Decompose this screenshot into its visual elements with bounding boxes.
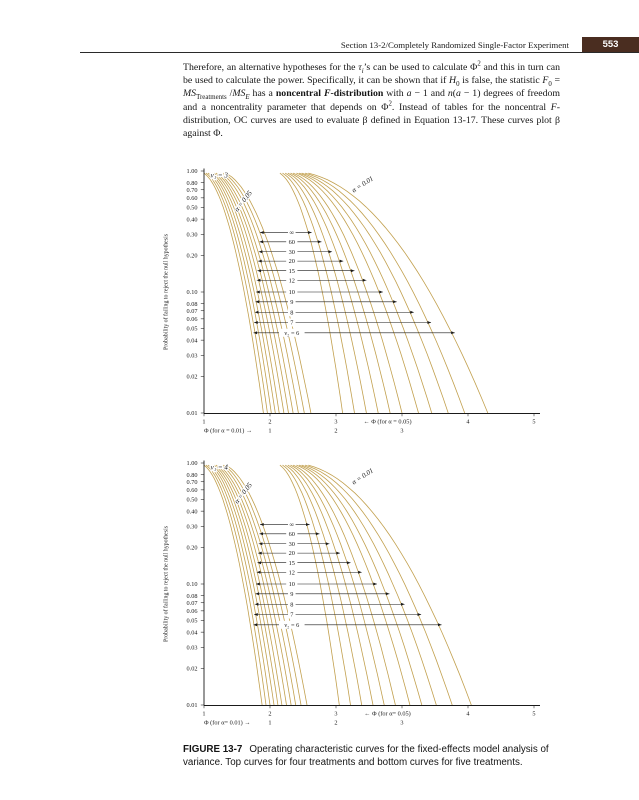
oc-curve-v2-20 (288, 465, 373, 705)
body-paragraph: Therefore, an alternative hypotheses for the $\tau_i’s$ can be used to calculate $\Phi^2$ and this in turn can be used to calculate the power. Specifically, it can be shown that if $H_0$ is false, the statistic $F_0 = MS_{Treatments}$ $/MS_E$ has a noncentral F-distribution with a − 1 and n(a − 1) degrees of freedom and a noncentrality parameter that depends on $\Phi^2$. Instead of tables for the noncentral F-distribution, OC curves are used to evaluate β defined in Equation 13-17. These curves plot β against Φ. (183, 60, 561, 140)
phi-001-scale-label: Φ (for α= 0.01) → (204, 719, 251, 727)
v2-arrow-label: 10 (288, 581, 295, 589)
svg-text:0.02: 0.02 (186, 665, 198, 673)
svg-text:0.06: 0.06 (186, 607, 198, 615)
alpha-label: α = 0.05 (232, 189, 254, 214)
svg-text:0.07: 0.07 (186, 307, 198, 315)
svg-text:0.60: 0.60 (186, 194, 198, 202)
section-header: Section 13-2/Completely Randomized Single-Factor Experiment (340, 40, 569, 50)
svg-text:1: 1 (202, 710, 206, 718)
figure-label: FIGURE 13-7 (183, 744, 243, 755)
v2-arrow-label: 12 (288, 569, 295, 577)
svg-text:5: 5 (532, 710, 536, 718)
oc-curve-v2-9 (299, 173, 432, 413)
svg-text:0.80: 0.80 (186, 471, 198, 479)
tick-marks (201, 463, 534, 708)
svg-text:0.40: 0.40 (186, 508, 198, 516)
v2-arrow-label: 15 (288, 267, 295, 275)
phi-005-scale-label: ← Φ (for α= 0.05) (364, 710, 411, 718)
v2-arrow-label: 15 (288, 559, 295, 567)
svg-text:0.04: 0.04 (186, 337, 198, 345)
v2-arrow-label: 30 (288, 248, 295, 256)
svg-text:0.30: 0.30 (186, 523, 198, 531)
svg-text:0.05: 0.05 (186, 617, 198, 625)
svg-text:0.05: 0.05 (186, 325, 198, 333)
svg-text:2: 2 (334, 427, 338, 435)
oc-curve-v2-7 (305, 173, 465, 413)
y-axis-title: Probability of failing to reject the null hypothesis (163, 234, 170, 350)
phi-001-scale-label: Φ (for α = 0.01) → (204, 427, 253, 435)
v2-arrow-label: 60 (288, 238, 295, 246)
phi-005-scale-label: ← Φ (for α = 0.05) (363, 418, 412, 426)
v2-arrow-label: ∞ (289, 521, 295, 529)
page-number-tab: 553 (582, 37, 639, 52)
oc-chart-canvas (156, 163, 556, 441)
v2-arrow-label: 9 (290, 590, 294, 598)
v2-arrow-label: 9 (290, 298, 294, 306)
svg-text:0.70: 0.70 (186, 186, 198, 194)
svg-text:0.70: 0.70 (186, 478, 198, 486)
figure-13-7 (156, 163, 561, 769)
svg-text:2: 2 (268, 710, 272, 718)
oc-curve-v2-10 (296, 173, 418, 413)
svg-text:3: 3 (334, 710, 338, 718)
svg-text:0.10: 0.10 (186, 289, 198, 297)
svg-text:1: 1 (202, 418, 206, 426)
svg-text:4: 4 (466, 418, 470, 426)
oc-chart-bottom (156, 455, 556, 733)
figure-caption (183, 743, 561, 769)
svg-text:0.50: 0.50 (186, 204, 198, 212)
oc-curve-v2-6 (308, 465, 471, 705)
svg-text:0.60: 0.60 (186, 486, 198, 494)
v2-arrow-label: 8 (290, 309, 294, 317)
running-head (0, 37, 639, 52)
v2-arrow-label: 7 (290, 319, 294, 327)
oc-curve-v2-12 (293, 465, 395, 705)
oc-curve-v2-9 (299, 465, 422, 705)
svg-text:0.08: 0.08 (186, 592, 198, 600)
header-rule (80, 52, 639, 53)
y-axis-title: Probability of failing to reject the null hypothesis (163, 526, 170, 642)
v2-arrow-label: 30 (288, 540, 295, 548)
v2-arrow-label: ν₂ = 6 (284, 621, 300, 629)
oc-curves (204, 465, 471, 705)
v2-arrow-label: 10 (288, 289, 295, 297)
v2-arrow-label: 7 (290, 611, 294, 619)
svg-text:0.10: 0.10 (186, 581, 198, 589)
oc-curve-v2-8 (221, 465, 296, 705)
v2-arrow-label: ν₂ = 6 (284, 329, 300, 337)
oc-chart-canvas (156, 455, 556, 733)
svg-text:0.04: 0.04 (186, 629, 198, 637)
svg-text:3: 3 (334, 418, 338, 426)
svg-text:0.07: 0.07 (186, 599, 198, 607)
alpha-label: α = 0.01 (350, 466, 375, 487)
svg-text:1: 1 (268, 427, 272, 435)
v2-arrow-label: ∞ (289, 229, 295, 237)
svg-text:0.50: 0.50 (186, 496, 198, 504)
axes (204, 169, 540, 414)
v2-arrow-label: 60 (288, 530, 295, 538)
svg-text:0.03: 0.03 (186, 644, 198, 652)
oc-curve-v2-20 (288, 173, 378, 413)
svg-text:0.40: 0.40 (186, 216, 198, 224)
v1-label: ν₁ = 4 (210, 463, 228, 472)
svg-text:0.02: 0.02 (186, 373, 198, 381)
v2-arrow-label: 12 (288, 277, 295, 285)
v2-arrow-label: 20 (288, 258, 295, 266)
v2-arrow-label: 8 (290, 601, 294, 609)
figure-caption-text: Operating characteristic curves for the fixed-effects model analysis of variance. Top curves for four treatments and bottom curves for five treatments. (183, 744, 549, 768)
svg-text:0.01: 0.01 (186, 410, 198, 418)
svg-text:0.20: 0.20 (186, 252, 198, 260)
svg-text:2: 2 (334, 719, 338, 727)
svg-text:0.01: 0.01 (186, 702, 198, 710)
v2-arrow-label: 20 (288, 550, 295, 558)
svg-text:3: 3 (400, 719, 404, 727)
svg-text:1.00: 1.00 (186, 168, 198, 176)
alpha-label: α = 0.05 (232, 481, 254, 506)
oc-curves (204, 173, 488, 413)
svg-text:3: 3 (400, 427, 404, 435)
svg-text:0.03: 0.03 (186, 352, 198, 360)
svg-text:0.06: 0.06 (186, 315, 198, 323)
oc-curve-v2-6 (308, 173, 488, 413)
svg-text:4: 4 (466, 710, 470, 718)
svg-text:5: 5 (532, 418, 536, 426)
oc-chart-top (156, 163, 556, 441)
alpha-label: α = 0.01 (350, 174, 375, 195)
svg-text:1: 1 (268, 719, 272, 727)
svg-text:0.08: 0.08 (186, 300, 198, 308)
axes (204, 461, 540, 706)
svg-text:0.20: 0.20 (186, 544, 198, 552)
svg-text:0.80: 0.80 (186, 179, 198, 187)
oc-curve-v2-12 (293, 173, 402, 413)
svg-text:1.00: 1.00 (186, 460, 198, 468)
svg-text:0.30: 0.30 (186, 231, 198, 239)
v1-label: ν₁ = 3 (210, 171, 228, 180)
svg-text:2: 2 (268, 418, 272, 426)
